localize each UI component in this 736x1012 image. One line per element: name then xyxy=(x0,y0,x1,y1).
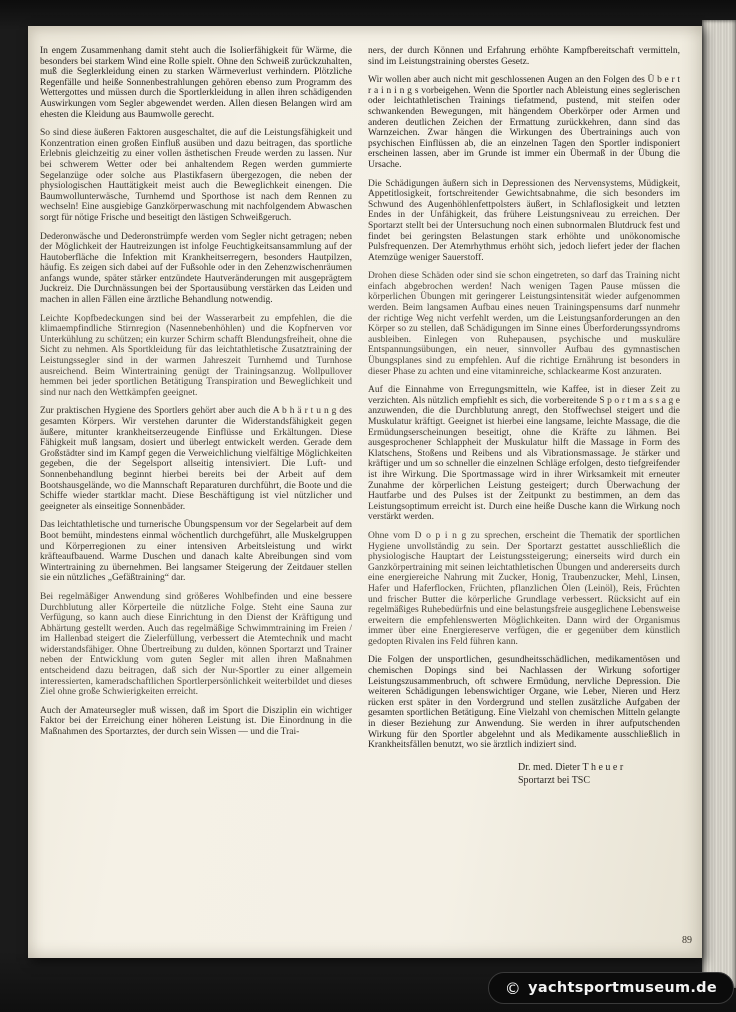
paragraph: Ohne vom D o p i n g zu sprechen, erscheint die Thematik der sportlichen Hygiene unvollständig zu sein. Der Sportarzt gestattet ausschließlich die physiologische Hauptart der Leistungssteigerung; einerseits wird durch ein Ganzkörpertraining mit seinen leichtathletischen Übungen und andererseits durch eine energiereiche Nahrung mit Zucker, Honig, Traubenzucker, Mehl, Linsen, Hafer und Haferflocken, Früchten, pflanzlichen Ölen (Leinöl), Reis, Früchten und frischer Butter die körperliche Grundlage verbessert. Rücksicht auf ein regelmäßiges Ruhebedürfnis und eine belastungsfreie ausgeglichene Lebensweise erweitern die empfehlenswerten Möglichkeiten. Dann wird der Organismus immer über eine Energiereserve verfügen, die er gegenüber dem künstlich gedopten Rivalen ins Feld führen kann. xyxy=(368,530,680,647)
signature-name: Dr. med. Dieter T h e u e r xyxy=(518,761,624,773)
watermark-text: yachtsportmuseum.de xyxy=(528,980,717,996)
paragraph: Die Folgen der unsportlichen, gesundheitsschädlichen, medikamentösen und chemischen Dopings sind bei Nachlassen der Wirkung sofortiger Leistungszusammenbruch, oft schwere Ermüdung, nervliche Depression. Die weiteren Schädigungen lebenswichtiger Organe, wie Leber, Nieren und Herz rücken erst später in den Vordergrund und stellen zusätzliche Aufgaben der gesamten sportlichen Betätigung. Eine Vielzahl von chemischen Mitteln gelangte in dieser Beziehung zur Anwendung. Sie werden in ihrer aufputschenden Wirkung für den Sportler abgelehnt und als Medikamente ausschließlich in Krankheitsfällen benutzt, wo sie ärztlich indiziert sind. xyxy=(368,655,680,751)
paragraph: So sind diese äußeren Faktoren ausgeschaltet, die auf die Leistungsfähigkeit und Konzentration einen großen Einfluß ausüben und dazu beitragen, das sportliche Erlebnis gleichzeitig zu einer vollen ästhetischen Freude werden zu lassen. Nur bei schwerem Wetter oder bei anhaltendem Regen werden gummierte Segelanzüge oder solche aus Plastikfasern übergezogen, die neben der physiologischen Hauttätigkeit meist auch die Beweglichkeit einengen. Die Baumwollunterwäsche, Turnhemd und Sporthose ist nach dem Rennen zu wechseln! Eine ausgiebige Ganzkörperwaschung mit nachfolgendem Abwaschen sorgt für nötige Frische und beseitigt den lästigen Schweißgeruch. xyxy=(40,128,352,223)
paragraph: Leichte Kopfbedeckungen sind bei der Wasserarbeit zu empfehlen, die die klimaempfindliche Stirnregion (Nasennebenhöhlen) und die Kopfnerven vor Unterkühlung zu schützen; ein kurzer Schirm schafft Blendungsfreiheit, ohne die Sicht zu nehmen. Als Sportkleidung für das leichtathletische Zusatztraining der Leistungssegler sind in der warmen Jahreszeit Turnhemd und Turnhose ausreichend. Beim Wintertraining genügt der Trainingsanzug. Wollpullover hemmen bei jeder sportlichen Betätigung Transpiration und Beweglichkeit und sind nur nach den Wettkämpfen geeignet. xyxy=(40,313,352,398)
right-column xyxy=(368,46,680,787)
signature-title: Sportarzt bei TSC xyxy=(518,774,591,786)
paragraph: Das leichtathletische und turnerische Übungspensum vor der Segelarbeit auf dem Boot bemüht, mindestens einmal wöchentlich durchgeführt, alle Muskelgruppen und Körperregionen zu einer intensiven Arbeitsleistung und wirkt kräfteaufbauend. Warme Duschen und danach kalte Abreibungen sind vom Wintertraining zu übernehmen. Bei langsamer Steigerung der Zeitdauer stellen sie ein nützliches „Gefäßtraining“ dar. xyxy=(40,520,352,584)
book-fore-edge xyxy=(702,20,736,988)
paragraph: Bei regelmäßiger Anwendung sind größeres Wohlbefinden und eine bessere Durchblutung aller Körperteile die nützliche Folge. Steht eine Sauna zur Verfügung, so kann auch diese Einrichtung in den Dienst der Kräftigung und Abhärtung gestellt werden. Auch das regelmäßige Schwimmtraining im Freien / im Hallenbad steigert die Zielerfüllung, verbessert die Atemtechnik und macht widerstandsfähiger. Ohne Übertreibung zu dulden, können Sportarzt und Trainer neben der Entwicklung vom guten Segler mit allen ihren Maßnahmen entscheidend dazu beitragen, daß sich der Nur-Sportler zu einer allgemein interessierten, kameradschaftlichen Sportlerpersönlichkeit weiterbildet und dieses Ziel ohne große Schwierigkeiten erreicht. xyxy=(40,591,352,698)
paragraph: Drohen diese Schäden oder sind sie schon eingetreten, so darf das Training nicht einfach abgebrochen werden! Nach wenigen Tagen Pause müssen die körperlichen Übungen mit geringerer Leistungsintensität wieder aufgenommen werden. Beim langsamen Aufbau eines neuen Trainingspensums darf nunmehr der richtige Weg nicht verfehlt werden, um die Leistungsanforderungen an den Körper so zu stellen, daß Schädigungen im Sinne eines Überforderungssyndroms ausbleiben. Einlegen von Ruhepausen, psychische und muskuläre Entspannungsübungen, ein neuer, sinnvoller Aufbau des gymnastischen Übungsplanes sind zu empfehlen. Auf die richtige Ernährung ist besonders in dieser Phase zu achten und eine vitaminreiche, schlackearme Kost anzuraten. xyxy=(368,271,680,377)
paragraph: Auf die Einnahme von Erregungsmitteln, wie Kaffee, ist in dieser Zeit zu verzichten. Als nützlich empfiehlt es sich, die vorbereitende S p o r t m a s s a g e anzuwenden, die die Durchblutung anregt, den Stoffwechsel steigert und die Muskulatur kräftigt. Geeignet ist hierbei eine langsame, leichte Massage, die die Ermüdungserscheinungen beseitigt, ohne die Kräfte zu lähmen. Bei ausgesprochener Schlappheit der Muskulatur hilft die Massage in Form des Klatschens, Stoßens und Reibens und als Vibrationsmassage. Je stärker und kräftiger und um so schneller die einzelnen Schläge erfolgen, desto tiefgreifender ist ihre Wirkung. Die Sportmassage wird in ihrer Wirksamkeit mit erneuter Zunahme der körperlichen Leistung gesteigert; durch Überwachung der Hautfarbe und des Pulses ist der Zeitpunkt zu bestimmen, an dem das Leistungsoptimum erreicht ist. Durch eine heiße Dusche kann die Wirkung noch verstärkt werden. xyxy=(368,385,680,523)
copyright-icon: © xyxy=(504,978,522,998)
paragraph: Wir wollen aber auch nicht mit geschlossenen Augen an den Folgen des Ü b e r t r a i n i n g s vorbeigehen. Wenn die Sportler nach Ableistung eines seglerischen oder leichtathletischen Trainings tiefatmend, pustend, mit steifen oder schwankenden Bewegungen, mit hängendem Oberkörper oder Armen und anderen deutlichen Zeichen der Ermattung zurückkehren, dann sind das Warnzeichen. Zwar hängen die Wirkungen des Übertrainings auch von psychischen Einflüssen ab, die an einzelnen Tagen den Sportler indisponiert erscheinen lassen, aber im Grunde ist immer ein Übermaß in der Übung die Ursache. xyxy=(368,75,680,170)
text-columns xyxy=(28,26,702,787)
paragraph: ners, der durch Können und Erfahrung erhöhte Kampfbereitschaft vermitteln, sind im Leistungstraining oberstes Gesetz. xyxy=(368,46,680,67)
book-page xyxy=(28,26,702,958)
paragraph: Dederonwäsche und Dederonstrümpfe werden vom Segler nicht getragen; neben der Möglichkeit der Hautreizungen ist infolge Feuchtigkeitsansammlung auf der Hautoberfläche die Infektion mit Krankheitserregern, besonders Hautpilzen, häufig. Es zeigen sich dabei auf der Fußsohle oder in den Zehenzwischenräumen anfangs wunde, später stärker entzündete Hautveränderungen mit ausgeprägtem Juckreiz. Die Durchnässungen bei der Sportausübung verstärken das Leiden und machen in allen Fällen eine ärztliche Behandlung notwendig. xyxy=(40,231,352,306)
paragraph: Zur praktischen Hygiene des Sportlers gehört aber auch die A b h ä r t u n g des gesamten Körpers. Wir verstehen darunter die Widerstandsfähigkeit gegen äußere, mitunter krankheitserzeugende Einflüsse und Erkältungen. Diese Fähigkeit muß langsam, dosiert und überlegt entwickelt werden. Gerade dem Großstädter sind im Kampf gegen die Verweichlichung vielfältige Möglichkeiten gegeben, die der Segelsport allseitig intensiviert. Die Luft- und Sonnenbehandlung beginnt hierbei bereits bei der Arbeit auf dem Bootshausgelände, wo die Mannschaft Reparaturen durchführt, die Boote und die Schiffe wieder startklar macht. Diese Beschäftigung ist viel nützlicher und geeigneter als einseitige Sonnenbäder. xyxy=(40,406,352,512)
paragraph: Die Schädigungen äußern sich in Depressionen des Nervensystems, Müdigkeit, Appetitlosigkeit, fortschreitender Gewichtsabnahme, die sich besonders im Schwund des Augenhöhlenfettpolsters äußert, in Schlaflosigkeit und letzten Endes in der Unfähigkeit, das frühere Leistungsniveau zu erreichen. Der Sportarzt stellt bei der Untersuchung noch einen subnormalen Blutdruck fest und findet bei geringsten Belastungen stark erhöhte und unökonomische Pulsfrequenzen. Der Atemrhythmus erhöht sich, jedoch liefert jeder der flachen Atemzüge weniger Sauerstoff. xyxy=(368,178,680,263)
author-signature xyxy=(368,761,680,787)
paragraph: In engem Zusammenhang damit steht auch die Isolierfähigkeit für Wärme, die besonders bei starkem Wind eine Rolle spielt. Ohne den Schweiß zurückzuhalten, muß die Seglerkleidung einen zu starken Wärmeverlust verhindern. Plötzliche Regenfälle und heiße Sonnenbestrahlungen gehören ebenso zum Programm des Wettergottes und müssen durch die Sportlerkleidung in allen ihren schädigenden Auswirkungen vom Segler abgewendet werden. Allen diesen Belangen wird am ehesten die Kleidung aus Baumwolle gerecht. xyxy=(40,46,352,120)
left-column xyxy=(40,46,352,787)
paragraph: Auch der Amateursegler muß wissen, daß im Sport die Disziplin ein wichtiger Faktor bei der Erreichung einer höheren Leistung ist. Die Einordnung in die Maßnahmen des Sportarztes, der durch sein Wissen — und die Trai- xyxy=(40,705,352,738)
watermark-badge xyxy=(488,972,734,1004)
page-number: 89 xyxy=(682,935,692,946)
